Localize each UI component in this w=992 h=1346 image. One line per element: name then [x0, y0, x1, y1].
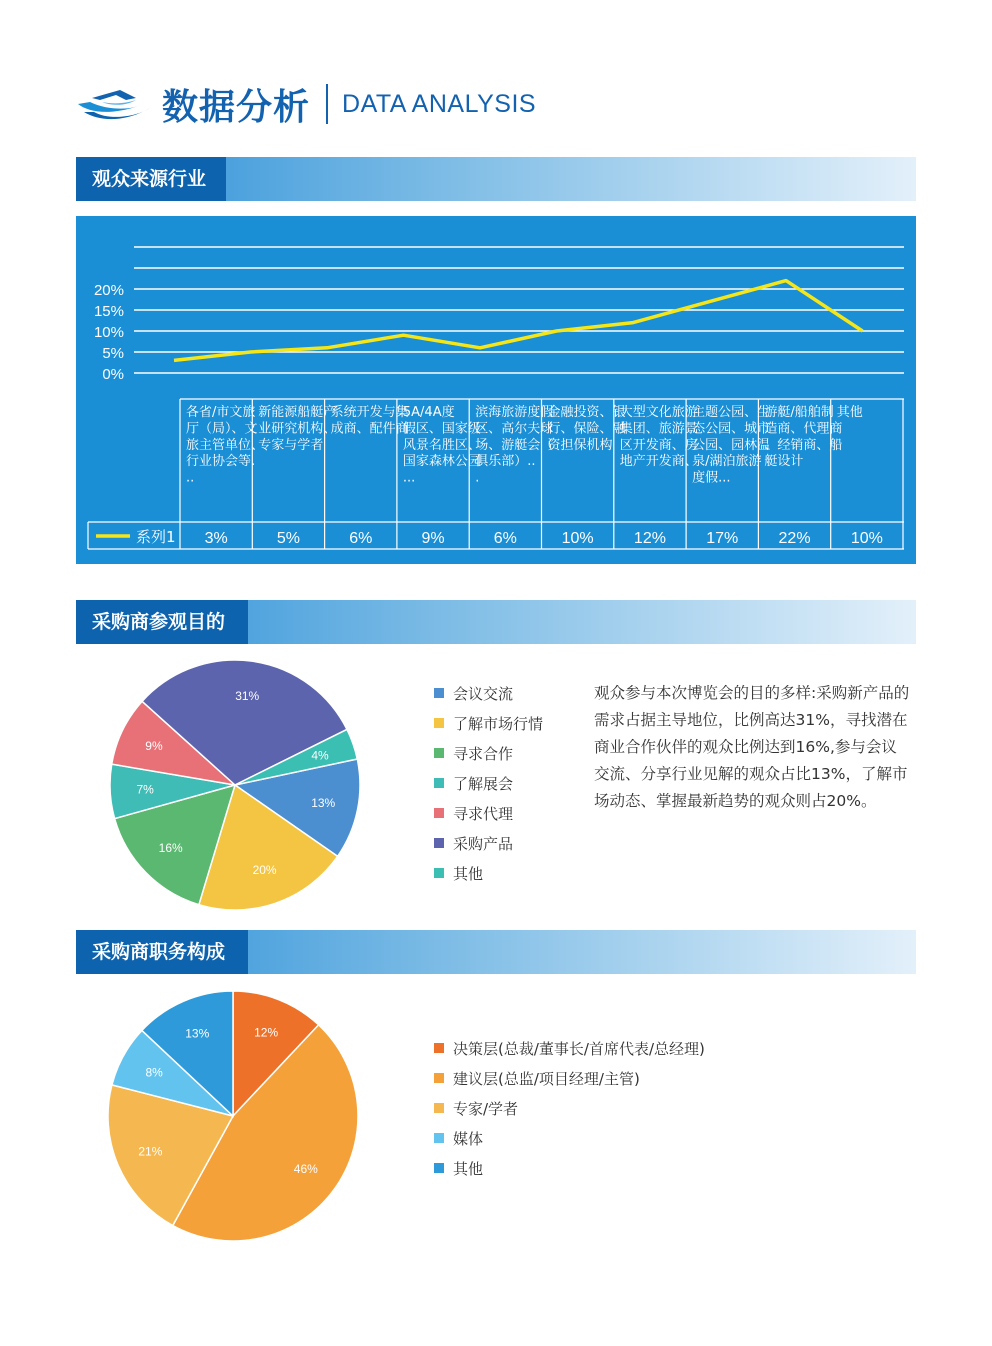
- legend-label: 媒体: [453, 1129, 484, 1148]
- slice-label: 31%: [235, 688, 260, 703]
- data-label: 22%: [778, 530, 811, 547]
- legend-label: 建议层(总监/项目经理/主管): [453, 1069, 640, 1088]
- legend-item: [434, 678, 543, 708]
- legend-swatch: [434, 1043, 444, 1053]
- legend-item: [434, 1123, 705, 1153]
- slice-label: 13%: [185, 1026, 210, 1041]
- legend-label: 其他: [453, 864, 484, 883]
- position-pie-chart: [98, 981, 368, 1251]
- section-bar-industry: [76, 157, 916, 201]
- legend-label: 决策层(总裁/董事长/首席代表/总经理): [453, 1039, 705, 1058]
- legend-swatch: [434, 808, 444, 818]
- data-label: 10%: [850, 530, 883, 547]
- legend-label: 专家/学者: [453, 1099, 519, 1118]
- position-legend: [434, 1033, 705, 1183]
- category-label: 系统开发与集成商、配件商: [330, 405, 409, 437]
- slice-label: 20%: [252, 862, 277, 877]
- legend-label: 系列1: [136, 528, 176, 546]
- legend-swatch: [434, 868, 444, 878]
- section-title-industry: 观众来源行业: [76, 157, 226, 201]
- slice-label: 4%: [311, 748, 329, 763]
- legend-item: [434, 768, 543, 798]
- title-divider: [326, 84, 328, 124]
- slice-label: 13%: [311, 795, 336, 810]
- slice-label: 9%: [145, 738, 163, 753]
- y-tick-label: 0%: [102, 366, 124, 383]
- category-label: 其他: [836, 405, 863, 420]
- slice-label: 8%: [145, 1065, 163, 1080]
- section-bar-position: [76, 930, 916, 974]
- legend-item: [434, 708, 543, 738]
- y-tick-label: 15%: [93, 303, 124, 320]
- category-label: 5A/4A度假区、国家级风景名胜区、国家森林公园...: [402, 405, 481, 486]
- data-label: 3%: [204, 530, 228, 547]
- data-label: 6%: [349, 530, 373, 547]
- yacht-logo-icon: [76, 82, 152, 126]
- purpose-legend: [434, 678, 543, 888]
- legend-swatch: [434, 748, 444, 758]
- y-tick-label: 10%: [93, 324, 124, 341]
- data-label: 10%: [561, 530, 594, 547]
- data-label: 5%: [276, 530, 301, 547]
- legend-swatch: [434, 688, 444, 698]
- line-chart-svg: [76, 216, 916, 564]
- industry-line-chart: [76, 216, 916, 564]
- category-label: 游艇/船舶制造商、代理商、经销商、船艇设计: [764, 405, 843, 470]
- purpose-description: 观众参与本次博览会的目的多样:采购新产品的需求占据主导地位，比例高达31%，寻找潜在商业合作伙伴的观众比例达到16%,参与会议交流、分享行业见解的观众占比13%，了解市场动态、掌握最新趋势的观众则占20%。: [594, 684, 910, 810]
- category-label: 主题公园、生态公园、城市公园、园林温泉/湖泊旅游度假...: [692, 405, 771, 486]
- series-line-系列1: [174, 281, 863, 361]
- legend-label: 会议交流: [453, 684, 514, 703]
- legend-label: 采购产品: [453, 834, 514, 853]
- legend-swatch: [434, 778, 444, 788]
- slice-label: 46%: [293, 1161, 318, 1176]
- legend-item: [434, 1063, 705, 1093]
- legend-item: [434, 1093, 705, 1123]
- category-label: 金融投资、银行、保险、融资担保机构: [547, 405, 626, 453]
- legend-swatch: [434, 1133, 444, 1143]
- legend-swatch: [434, 1073, 444, 1083]
- category-label: 新能源船艇产业研究机构、专家与学者: [258, 405, 337, 453]
- section-title-purpose: 采购商参观目的: [76, 600, 248, 644]
- data-label: 12%: [633, 530, 666, 547]
- legend-label: 寻求合作: [453, 744, 514, 763]
- data-label: 17%: [706, 530, 739, 547]
- slice-label: 16%: [158, 840, 183, 855]
- legend-label: 寻求代理: [453, 804, 514, 823]
- slice-label: 7%: [136, 782, 154, 797]
- category-label: 各省/市文旅厅（局）、文旅主管单位、行业协会等. ..: [186, 405, 265, 486]
- legend-item: [434, 738, 543, 768]
- purpose-pie-chart: [100, 650, 370, 920]
- data-label: 6%: [493, 530, 517, 547]
- page-header: [76, 76, 536, 132]
- category-label: 大型文化旅游集团、旅游景区开发商、房地产开发商、: [619, 405, 698, 470]
- legend-item: [434, 828, 543, 858]
- y-tick-label: 20%: [93, 282, 124, 299]
- legend-swatch: [434, 718, 444, 728]
- legend-swatch: [434, 1163, 444, 1173]
- section-bar-purpose: [76, 600, 916, 644]
- legend-item: [434, 1033, 705, 1063]
- legend-item: [434, 858, 543, 888]
- legend-swatch: [434, 838, 444, 848]
- y-tick-label: 5%: [102, 345, 124, 362]
- legend-label: 了解展会: [453, 774, 514, 793]
- legend-label: 其他: [453, 1159, 484, 1178]
- page-title-english: DATA ANALYSIS: [342, 89, 537, 118]
- slice-label: 21%: [138, 1144, 163, 1159]
- page-title: 数据分析: [162, 86, 311, 128]
- section-title-position: 采购商职务构成: [76, 930, 248, 974]
- legend-label: 了解市场行情: [453, 714, 544, 733]
- legend-item: [434, 798, 543, 828]
- slice-label: 12%: [254, 1025, 279, 1040]
- legend-item: [434, 1153, 705, 1183]
- data-label: 9%: [421, 530, 445, 547]
- legend-swatch: [434, 1103, 444, 1113]
- category-label: 滨海旅游度假区、高尔夫球场、游艇会（俱乐部）.. .: [475, 405, 554, 486]
